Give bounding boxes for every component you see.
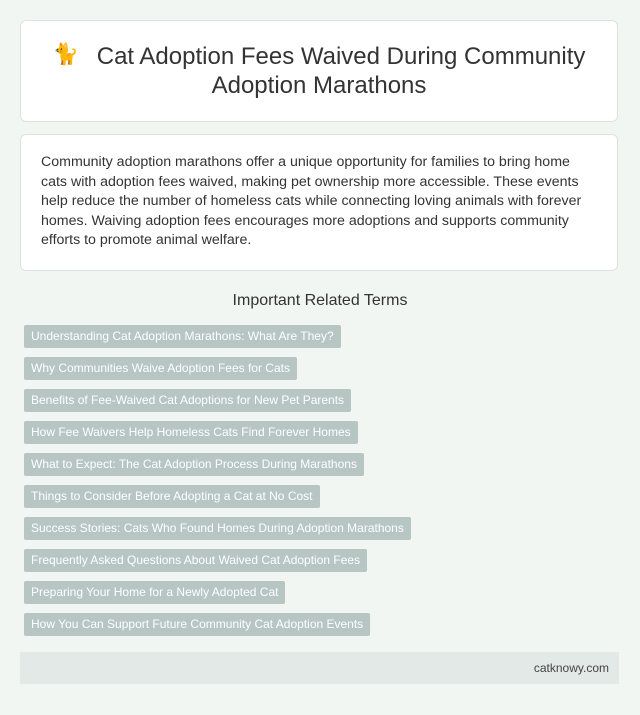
related-terms-heading: Important Related Terms xyxy=(232,292,408,309)
page-title-text: Cat Adoption Fees Waived During Community Adoption Marathons xyxy=(96,43,586,99)
footer-site-name: catknowy.com xyxy=(533,661,609,675)
term-link-things-to-consider[interactable]: Things to Consider Before Adopting a Cat at No Cost xyxy=(24,485,320,508)
intro-card xyxy=(20,134,618,271)
term-link-support-future-events[interactable]: How You Can Support Future Community Cat Adoption Events xyxy=(24,613,370,636)
term-link-success-stories[interactable]: Success Stories: Cats Who Found Homes During Adoption Marathons xyxy=(24,517,411,540)
term-link-preparing-home[interactable]: Preparing Your Home for a Newly Adopted Cat xyxy=(24,581,285,604)
term-link-understanding-marathons[interactable]: Understanding Cat Adoption Marathons: What Are They? xyxy=(24,325,341,348)
footer xyxy=(20,652,619,684)
term-link-faq[interactable]: Frequently Asked Questions About Waived Cat Adoption Fees xyxy=(24,549,367,572)
page-title xyxy=(49,42,589,100)
cat-icon: 🐈 xyxy=(52,43,79,66)
related-terms-list xyxy=(24,325,620,645)
title-card xyxy=(20,20,618,122)
term-link-fee-waivers-help[interactable]: How Fee Waivers Help Homeless Cats Find Forever Homes xyxy=(24,421,358,444)
term-link-why-waive-fees[interactable]: Why Communities Waive Adoption Fees for Cats xyxy=(24,357,297,380)
intro-paragraph: Community adoption marathons offer a unique opportunity for families to bring home cats with adoption fees waived, making pet ownership more accessible. These events help reduce the number of homeless cats while connecting loving animals with forever homes. Waiving adoption fees encourages more adoptions and supports community efforts to promote animal welfare. xyxy=(41,154,582,249)
term-link-benefits-new-parents[interactable]: Benefits of Fee-Waived Cat Adoptions for New Pet Parents xyxy=(24,389,351,412)
term-link-what-to-expect[interactable]: What to Expect: The Cat Adoption Process During Marathons xyxy=(24,453,364,476)
